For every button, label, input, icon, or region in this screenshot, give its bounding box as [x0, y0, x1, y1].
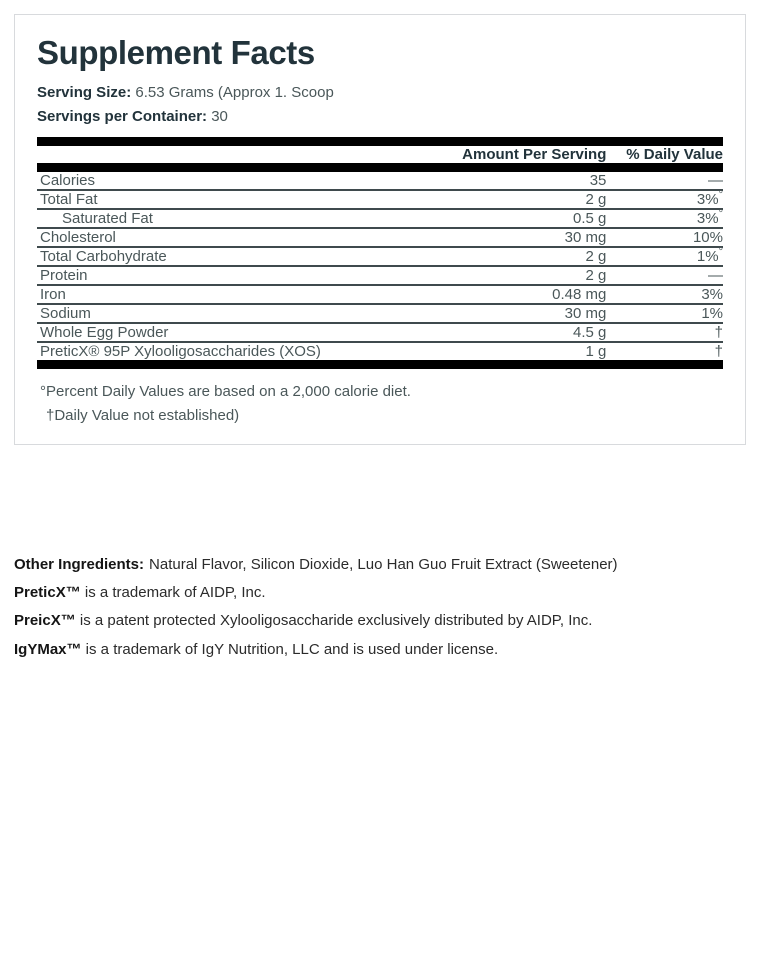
table-row: [37, 190, 723, 209]
table-row: [37, 172, 723, 190]
nutrient-amount: 0.48 mg: [407, 285, 606, 304]
nutrient-amount: 4.5 g: [407, 323, 606, 342]
table-row: [37, 323, 723, 342]
trademark-note-line: [14, 579, 758, 607]
nutrient-amount: 30 mg: [407, 228, 606, 247]
nutrient-amount: 35: [589, 171, 607, 189]
other-ingredients-label: Other Ingredients:: [14, 556, 145, 573]
column-header-daily-value: % Daily Value: [626, 145, 723, 163]
nutrient-amount: 1 g: [407, 342, 606, 360]
nutrient-amount: 2 g: [407, 247, 606, 266]
nutrient-daily-value: —: [708, 171, 723, 189]
nutrition-rows-table: [37, 172, 723, 360]
daily-value-footnote-marker: °: [718, 207, 723, 220]
column-header-amount: Amount Per Serving: [462, 145, 607, 163]
daily-value-footnote-marker: °: [718, 245, 723, 258]
nutrition-table: [37, 146, 723, 163]
table-row: [37, 285, 723, 304]
rule-bottom-thick: [37, 360, 723, 369]
trademark-note-line: [14, 636, 758, 664]
table-row: [37, 266, 723, 285]
nutrient-daily-value: 1%: [606, 304, 723, 323]
servings-per-container-value: 30: [211, 107, 228, 125]
trademark-note-line: [14, 607, 758, 635]
rule-top-thick: [37, 137, 723, 146]
nutrient-name: Sodium: [37, 304, 407, 323]
table-row: [37, 209, 723, 228]
footnote-percent-daily-value: °Percent Daily Values are based on a 2,000 calorie diet.: [40, 382, 411, 400]
servings-per-container-label: Servings per Container:: [37, 107, 208, 125]
nutrient-name: Total Fat: [37, 190, 407, 209]
nutrient-daily-value: 3%: [606, 285, 723, 304]
trademark-notes: [14, 579, 758, 664]
nutrient-name: Total Carbohydrate: [37, 247, 407, 266]
supplement-facts-card: [14, 14, 746, 445]
trademark-mark: PreicX™: [14, 612, 76, 630]
nutrient-daily-value: —: [606, 266, 723, 285]
nutrition-rows-body: [37, 172, 723, 360]
trademark-mark: IgYMax™: [14, 640, 82, 658]
serving-size-label: Serving Size:: [37, 84, 132, 102]
table-row: [37, 342, 723, 360]
other-ingredients-block: [14, 551, 758, 664]
daily-value-footnote-marker: °: [718, 188, 723, 201]
table-row: [37, 304, 723, 323]
trademark-note-text: is a trademark of AIDP, Inc.: [80, 584, 266, 602]
page-title: Supplement Facts: [37, 34, 315, 71]
nutrient-name: Whole Egg Powder: [37, 323, 407, 342]
nutrient-name: Cholesterol: [37, 228, 407, 247]
nutrient-daily-value: †: [606, 342, 723, 360]
other-ingredients-value: Natural Flavor, Silicon Dioxide, Luo Han Guo Fruit Extract (Sweetener): [149, 556, 618, 573]
nutrient-daily-value: †: [606, 323, 723, 342]
footnote-daily-value-not-established: †Daily Value not established): [46, 406, 240, 424]
nutrient-daily-value: 3%°: [606, 209, 723, 228]
table-row: [37, 247, 723, 266]
nutrient-daily-value: 10%: [606, 228, 723, 247]
table-header-row: [37, 146, 723, 163]
serving-size-value: 6.53 Grams (Approx 1. Scoop: [135, 84, 334, 102]
nutrient-daily-value: 3%°: [606, 190, 723, 209]
nutrient-name: PreticX® 95P Xylooligosaccharides (XOS): [37, 342, 407, 360]
nutrient-name: Calories: [40, 171, 96, 189]
nutrient-name: Protein: [37, 266, 407, 285]
table-row: [37, 228, 723, 247]
column-header-nutrient: [37, 146, 407, 163]
trademark-mark: PreticX™: [14, 584, 81, 602]
trademark-note-text: is a patent protected Xylooligosaccharide exclusively distributed by AIDP, Inc.: [75, 612, 593, 630]
nutrient-amount: 30 mg: [407, 304, 606, 323]
rule-header-thick: [37, 163, 723, 172]
trademark-note-text: is a trademark of IgY Nutrition, LLC and is used under license.: [81, 640, 499, 658]
nutrient-daily-value: 1%°: [606, 247, 723, 266]
nutrient-name: Saturated Fat: [37, 209, 407, 228]
nutrient-amount: 2 g: [407, 266, 606, 285]
servings-per-container-line: [37, 105, 723, 128]
footnotes: [37, 369, 723, 428]
nutrient-amount: 0.5 g: [407, 209, 606, 228]
nutrient-name: Iron: [37, 285, 407, 304]
serving-size-line: [37, 81, 723, 104]
other-ingredients-line: [14, 551, 758, 579]
nutrient-amount: 2 g: [407, 190, 606, 209]
